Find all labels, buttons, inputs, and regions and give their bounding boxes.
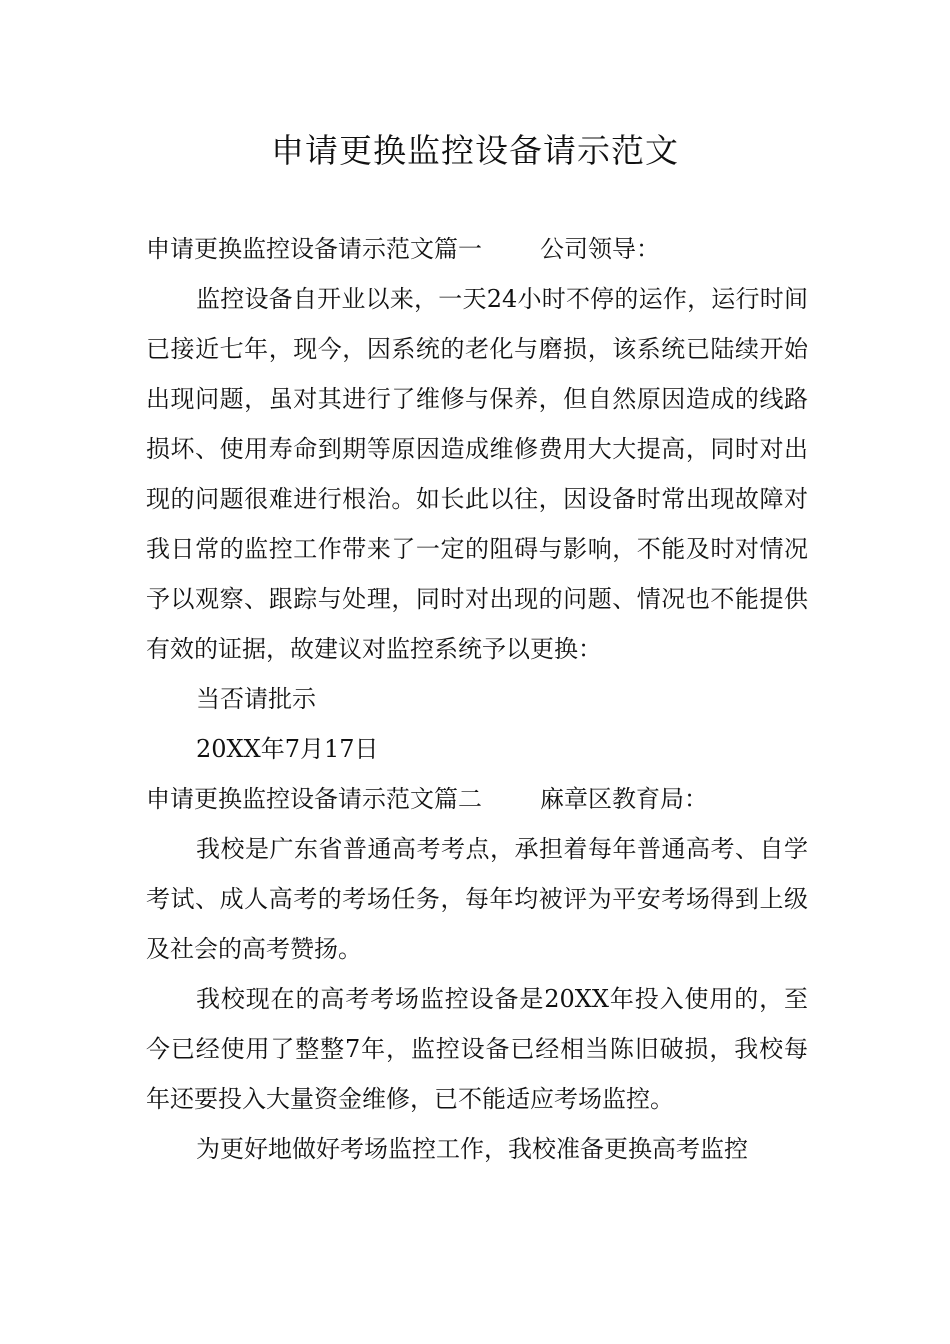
section2-heading-line	[146, 774, 808, 824]
section2-paragraph-2: 我校现在的高考考场监控设备是20XX年投入使用的，至今已经使用了整整7年，监控设备已经相当陈旧破损，我校每年还要投入大量资金维修，已不能适应考场监控。	[146, 985, 808, 1113]
document-title: 申请更换监控设备请示范文	[271, 131, 679, 170]
section1-heading: 申请更换监控设备请示范文篇一	[146, 235, 482, 263]
section1-date: 20XX年7月17日	[196, 735, 379, 763]
section1-closing: 当否请批示	[196, 685, 316, 713]
section2-salutation: 麻章区教育局：	[540, 785, 708, 813]
section2-paragraph-3: 为更好地做好考场监控工作，我校准备更换高考监控	[196, 1135, 748, 1163]
section1-paragraph: 监控设备自开业以来，一天24小时不停的运作，运行时间已接近七年，现今，因系统的老化与磨损，该系统已陆续开始出现问题，虽对其进行了维修与保养，但自然原因造成的线路损坏、使用寿命到期等原因造成维修费用大大提高，同时对出现的问题很难进行根治。如长此以往，因设备时常出现故障对我日常的监控工作带来了一定的阻碍与影响，不能及时对情况予以观察、跟踪与处理，同时对出现的问题、情况也不能提供有效的证据，故建议对监控系统予以更换：	[146, 285, 808, 663]
section2-heading: 申请更换监控设备请示范文篇二	[146, 785, 482, 813]
section1-heading-line	[146, 224, 808, 274]
section2-paragraph-1: 我校是广东省普通高考考点，承担着每年普通高考、自学考试、成人高考的考场任务，每年均被评为平安考场得到上级及社会的高考赞扬。	[146, 835, 808, 963]
document-body	[146, 224, 808, 1174]
section1-salutation: 公司领导：	[540, 235, 660, 263]
